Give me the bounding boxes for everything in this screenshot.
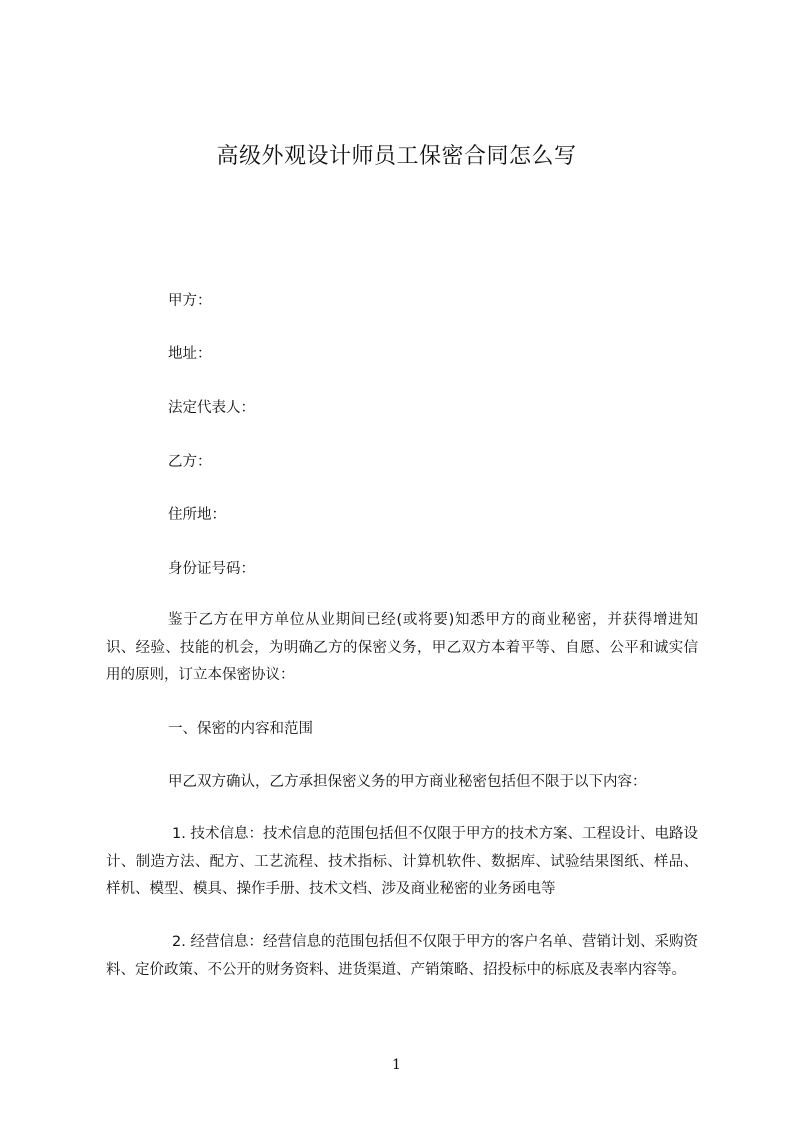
field-residence: 住所地： [168, 507, 226, 523]
field-party-b: 乙方： [168, 454, 212, 470]
section-intro-paragraph: 甲乙双方确认，乙方承担保密义务的甲方商业秘密包括但不限于以下内容： [168, 774, 647, 790]
field-party-a: 甲方： [168, 293, 212, 309]
preamble-paragraph: 鉴于乙方在甲方单位从业期间已经(或将要)知悉甲方的商业秘密，并获得增进知识、经验、技能的机会，为明确乙方的保密义务，甲乙双方本着平等、自愿、公平和诚实信用的原则，订立本保密协议： [106, 612, 698, 684]
field-id-number: 身份证号码： [168, 561, 255, 577]
page-number: 1 [392, 1057, 401, 1073]
field-address: 地址： [168, 346, 212, 362]
item-business-information: 2. 经营信息：经营信息的范围包括但不仅限于甲方的客户名单、营销计划、采购资料、定价政策、不公开的财务资料、进货渠道、产销策略、招投标中的标底及表率内容等。 [106, 934, 698, 978]
section-heading-confidential-scope: 一、保密的内容和范围 [168, 721, 313, 737]
document-title: 高级外观设计师员工保密合同怎么写 [216, 144, 577, 169]
item-technical-information: 1. 技术信息：技术信息的范围包括但不仅限于甲方的技术方案、工程设计、电路设计、制造方法、配方、工艺流程、技术指标、计算机软件、数据库、试验结果图纸、样品、样机、模型、模具、操作手册、技术文档、涉及商业秘密的业务函电等 [106, 826, 698, 898]
field-legal-representative: 法定代表人： [168, 400, 255, 416]
